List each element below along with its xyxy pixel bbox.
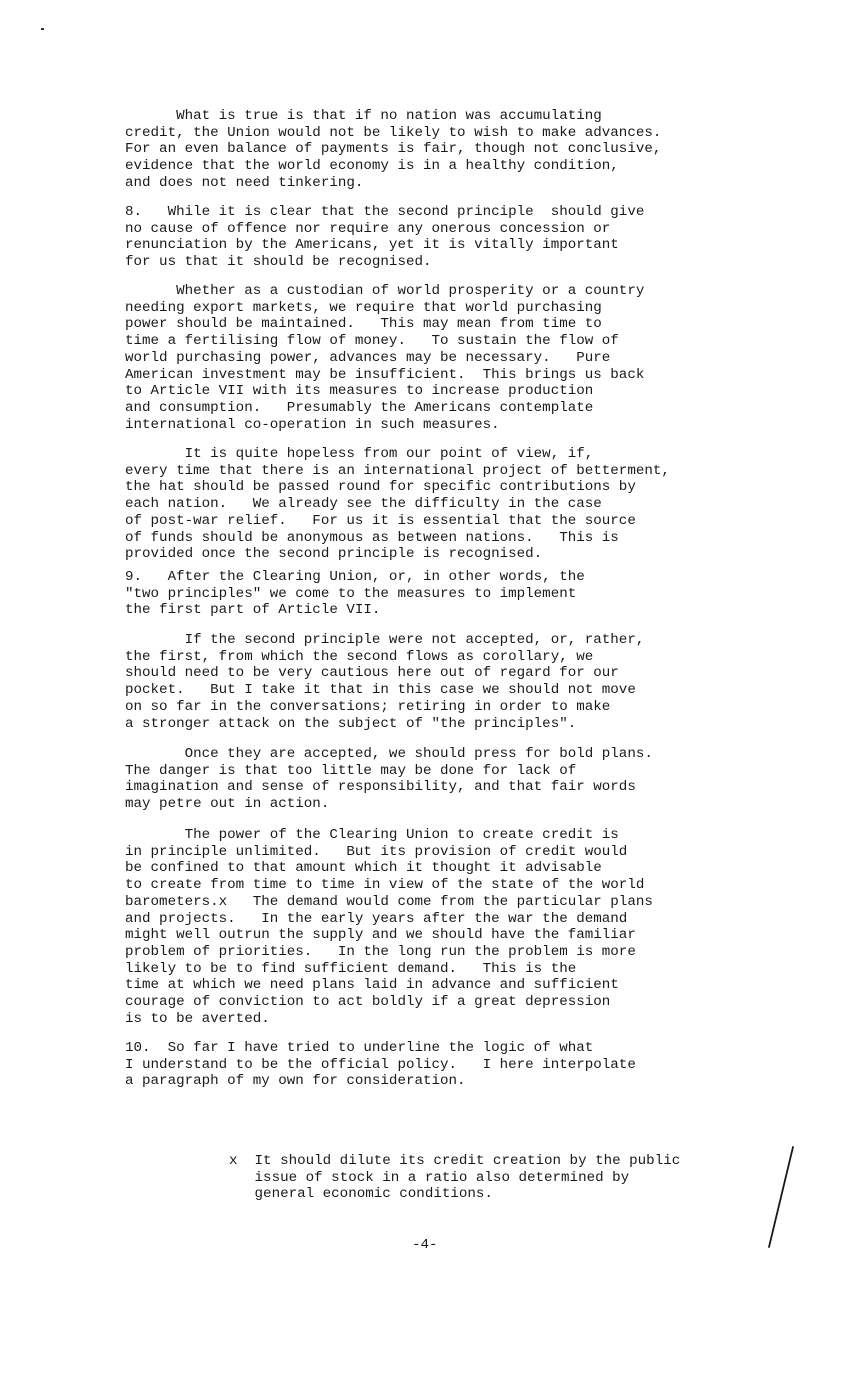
text-line: is to be averted.	[125, 1010, 270, 1027]
text-line: "two principles" we come to the measures to implement	[125, 585, 577, 602]
text-line: the hat should be passed round for specific contributions by	[125, 479, 636, 496]
margin-pencil-mark	[764, 1144, 798, 1254]
text-line: American investment may be insufficient. This brings us back	[125, 366, 645, 383]
text-line: of funds should be anonymous as between nations. This is	[125, 529, 619, 546]
text-line: provided once the second principle is recognised.	[125, 546, 543, 563]
text-line: on so far in the conversations; retiring in order to make	[125, 698, 611, 715]
paragraph-second-principle	[125, 632, 765, 732]
footnote-line: x It should dilute its credit creation by the public	[229, 1153, 681, 1169]
text-line: The danger is that too little may be done for lack of	[125, 762, 577, 779]
page-number: -4-	[412, 1237, 438, 1253]
footnote	[229, 1153, 769, 1203]
text-line: likely to be to find sufficient demand. This is the	[125, 960, 577, 977]
text-line: 9. After the Clearing Union, or, in other words, the	[125, 569, 585, 585]
text-line: a stronger attack on the subject of "the principles".	[125, 715, 577, 732]
text-line: no cause of offence nor require any onerous concession or	[125, 220, 611, 237]
text-line: time at which we need plans laid in advance and sufficient	[125, 977, 619, 994]
text-line: credit, the Union would not be likely to wish to make advances.	[125, 124, 662, 141]
text-line: barometers.x The demand would come from the particular plans	[125, 893, 653, 910]
paragraph-8	[125, 204, 765, 271]
text-line: I understand to be the official policy. I here interpolate	[125, 1056, 636, 1073]
paragraph-10	[125, 1040, 765, 1090]
text-line: pocket. But I take it that in this case we should not move	[125, 682, 636, 699]
text-line: world purchasing power, advances may be necessary. Pure	[125, 349, 611, 366]
text-line: Whether as a custodian of world prosperity or a country	[125, 283, 645, 299]
text-line: The power of the Clearing Union to create credit is	[125, 827, 619, 843]
paragraph-credit	[125, 108, 765, 192]
text-line: and does not need tinkering.	[125, 174, 364, 191]
text-line: of post-war relief. For us it is essential that the source	[125, 512, 636, 529]
text-line: should need to be very cautious here out of regard for our	[125, 665, 619, 682]
text-line: and projects. In the early years after the war the demand	[125, 910, 628, 927]
paragraph-hopeless	[125, 446, 765, 563]
text-line: It is quite hopeless from our point of view, if,	[125, 446, 594, 462]
paragraph-custodian	[125, 283, 765, 433]
text-line: For an even balance of payments is fair, though not conclusive,	[125, 141, 662, 158]
text-line: the first, from which the second flows as corollary, we	[125, 648, 594, 665]
text-line: every time that there is an international project of betterment,	[125, 462, 670, 479]
text-line: If the second principle were not accepted, or, rather,	[125, 632, 645, 648]
text-line: may petre out in action.	[125, 796, 330, 813]
text-line: each nation. We already see the difficulty in the case	[125, 496, 602, 513]
paragraph-9	[125, 569, 765, 619]
text-line: and consumption. Presumably the Americans contemplate	[125, 399, 594, 416]
text-line: 10. So far I have tried to underline the logic of what	[125, 1040, 594, 1056]
text-line: imagination and sense of responsibility, and that fair words	[125, 779, 636, 796]
text-line: What is true is that if no nation was accumulating	[125, 108, 602, 124]
text-line: 8. While it is clear that the second principle should give	[125, 204, 645, 220]
text-line: to Article VII with its measures to increase production	[125, 383, 594, 400]
text-line: needing export markets, we require that world purchasing	[125, 299, 602, 316]
text-line: the first part of Article VII.	[125, 602, 381, 619]
text-line: a paragraph of my own for consideration.	[125, 1073, 466, 1090]
text-line: time a fertilising flow of money. To sustain the flow of	[125, 333, 619, 350]
footnote-line: general economic conditions.	[229, 1186, 493, 1203]
text-line: international co-operation in such measures.	[125, 416, 500, 433]
text-line: power should be maintained. This may mean from time to	[125, 316, 602, 333]
text-line: courage of conviction to act boldly if a great depression	[125, 994, 611, 1011]
text-line: might well outrun the supply and we should have the familiar	[125, 927, 636, 944]
text-line: renunciation by the Americans, yet it is vitally important	[125, 237, 619, 254]
text-line: in principle unlimited. But its provision of credit would	[125, 843, 628, 860]
paragraph-bold-plans	[125, 746, 765, 813]
paper-speck	[41, 28, 44, 30]
text-line: evidence that the world economy is in a healthy condition,	[125, 158, 619, 175]
text-line: to create from time to time in view of the state of the world	[125, 877, 645, 894]
text-line: problem of priorities. In the long run the problem is more	[125, 943, 636, 960]
footnote-line: issue of stock in a ratio also determined by	[229, 1169, 630, 1186]
paragraph-power	[125, 827, 765, 1027]
text-line: for us that it should be recognised.	[125, 254, 432, 271]
text-line: be confined to that amount which it thought it advisable	[125, 860, 602, 877]
text-line: Once they are accepted, we should press for bold plans.	[125, 746, 653, 762]
